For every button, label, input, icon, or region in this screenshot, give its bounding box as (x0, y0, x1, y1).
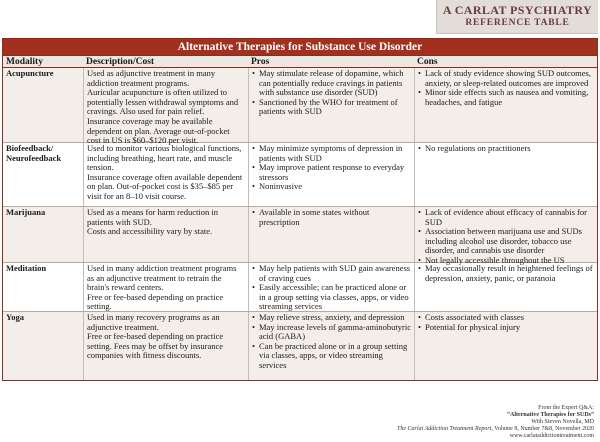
modality-cell: Meditation (6, 263, 47, 273)
pros-cell (248, 143, 414, 206)
pros-cell (248, 68, 414, 142)
list-item: • May relieve stress, anxiety, and depression (252, 313, 411, 323)
description-text: Costs and accessibility vary by state. (87, 226, 213, 237)
table-header-row (3, 55, 597, 68)
list-item: • Lack of evidence about efficacy of cannabis for SUD (418, 208, 594, 227)
description-text: Used in many recovery programs as an adjunctive treatment. (87, 312, 220, 332)
list-item: • Costs associated with classes (418, 313, 594, 323)
list-item: • May improve patient response to everyday stressors (252, 163, 411, 182)
list-item: • Sanctioned by the WHO for treatment of patients with SUD (252, 98, 411, 117)
list-item: • May minimize symptoms of depression in patients with SUD (252, 144, 411, 163)
list-item: • May occasionally result in heightened feelings of depression, anxiety, panic, or paranoia (418, 264, 594, 283)
pros-cell (248, 207, 414, 262)
header-modality: Modality (6, 57, 43, 67)
table-row (3, 207, 597, 263)
table-row (3, 143, 597, 207)
footer-source-label: From the Expert Q&A: (538, 405, 594, 411)
modality-cell: Marijuana (6, 207, 46, 217)
description-cell (83, 312, 248, 380)
list-item: • Can be practiced alone or in a group setting via classes, apps, or video streaming services (252, 342, 411, 371)
header-description: Description/Cost (86, 57, 155, 67)
table-title: Alternative Therapies for Substance Use Disorder (3, 39, 597, 55)
modality-cell: Biofeedback/ Neurofeedback (6, 143, 62, 163)
list-item: • Noninvasive (252, 182, 411, 192)
cons-cell (414, 68, 597, 142)
description-text: Used to monitor various biological functions, including breathing, heart rate, and muscle tension. (87, 143, 242, 173)
table-row (3, 68, 597, 146)
cons-cell (414, 207, 597, 265)
list-item: • Easily accessible; can be practiced alone or in a group setting via classes, apps, or video streaming services (252, 283, 411, 312)
header-cons: Cons (417, 57, 438, 67)
brand-subtitle: REFERENCE TABLE (465, 18, 570, 28)
footer-article-title: “Alternative Therapies for SUDs” (507, 412, 594, 418)
cons-cell (414, 263, 597, 311)
header-pros: Pros (251, 57, 270, 67)
table-row (3, 312, 597, 380)
description-text: Used in many addiction treatment programs as an adjunctive treatment to retrain the brain's reward centers. (87, 263, 237, 293)
description-cell (83, 143, 248, 206)
list-item: • Minor side effects such as nausea and vomiting, headaches, and fatigue (418, 88, 594, 107)
list-item: • May stimulate release of dopamine, which can potentially reduce cravings in patients with substance use disorder (SUD) (252, 69, 411, 98)
list-item: • Association between marijuana use and SUDs including alcohol use disorder, tobacco use disorder, and cannabis use disorder (418, 227, 594, 256)
cons-cell (414, 312, 597, 380)
list-item: • No regulations on practitioners (418, 144, 594, 154)
description-text: Insurance coverage may be available dependent on plan. Average out-of-pocket cost in US is $60–$120 per visit. (87, 115, 230, 146)
footer-citation (397, 426, 594, 433)
modality-cell: Yoga (6, 312, 24, 322)
footer-author: With Steven Novella, MD (531, 419, 594, 425)
brand-box (436, 0, 598, 34)
description-text: Free or fee-based depending on practice setting. Fees may be offset by insurance companies with fitness discounts. (87, 331, 224, 361)
cons-cell (414, 143, 597, 206)
description-cell (83, 207, 248, 262)
modality-cell: Acupuncture (6, 68, 54, 78)
description-cell (83, 263, 248, 311)
list-item: • May increase levels of gamma-aminobutyric acid (GABA) (252, 323, 411, 342)
description-cell (83, 68, 248, 146)
reference-table (2, 38, 598, 381)
description-text: Free or fee-based depending on practice setting. (87, 291, 224, 312)
list-item: • Lack of study evidence showing SUD outcomes, anxiety, or sleep-related outcomes are improved (418, 69, 594, 88)
brand-title: A CARLAT PSYCHIATRY (442, 3, 593, 17)
footer-journal: The Carlat Addiction Treatment Report (397, 426, 492, 432)
pros-cell (248, 312, 414, 380)
description-text: Used as adjunctive treatment in many addiction treatment programs. (87, 68, 216, 88)
source-footer (397, 405, 594, 440)
list-item: • Available in some states without prescription (252, 208, 411, 227)
table-row (3, 263, 597, 312)
description-text: Insurance coverage often available dependent on plan. Out-of-pocket cost is $35–$85 per visit for an 8–10 visit course. (87, 171, 243, 201)
description-text: Auricular acupuncture is often utilized to potentially lessen withdrawal symptoms and cravings. Also used for pain relief. (87, 87, 239, 117)
footer-issue: , Volume 8, Number 7&8, November 2020 (491, 426, 594, 432)
footer-website-link[interactable]: www.carlataddictiontreatment.com (509, 433, 594, 439)
list-item: • May help patients with SUD gain awareness of craving cues (252, 264, 411, 283)
pros-cell (248, 263, 414, 311)
list-item: • Potential for physical injury (418, 323, 594, 333)
description-text: Used as a means for harm reduction in patients with SUD. (87, 207, 218, 227)
list-item: • Not legally accessible throughout the US (418, 256, 594, 266)
